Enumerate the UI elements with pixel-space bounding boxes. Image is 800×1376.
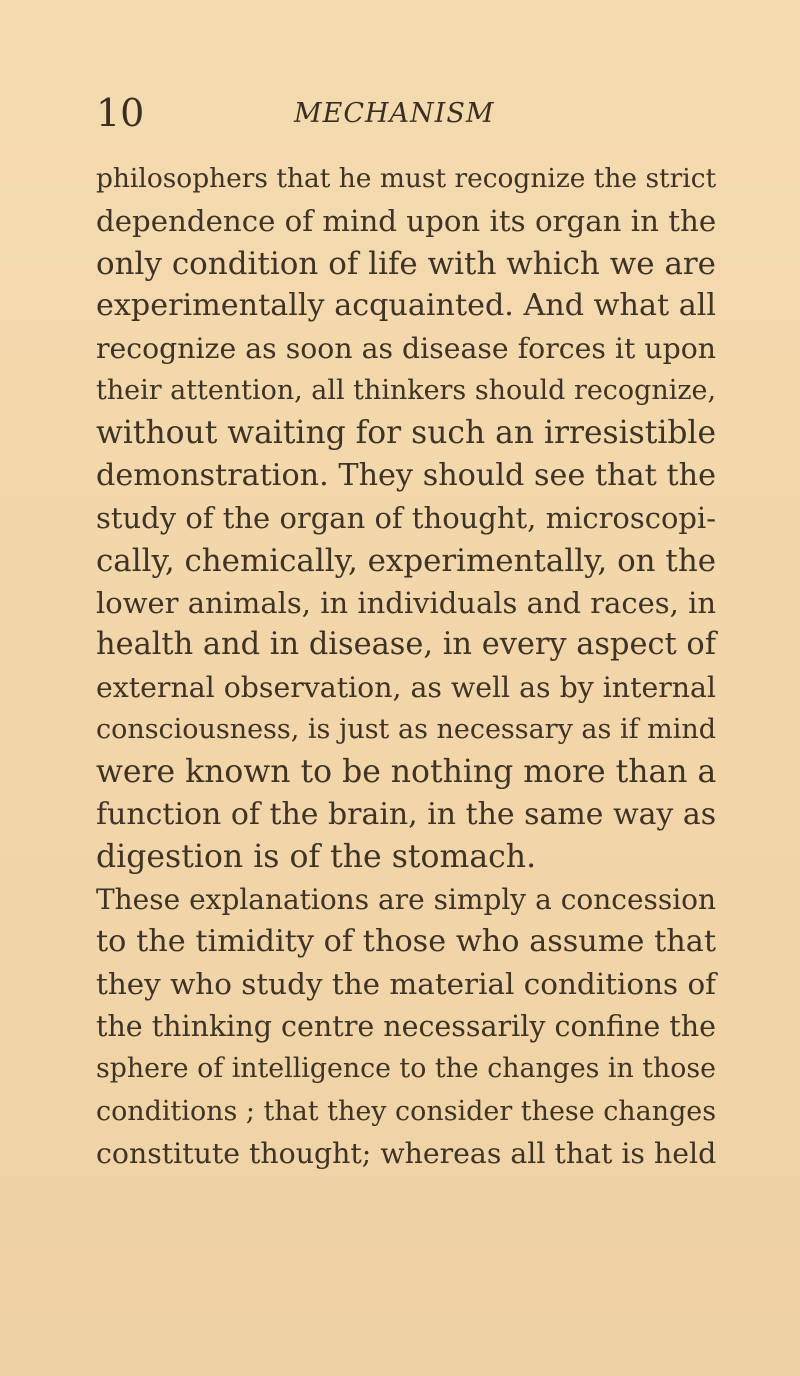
text-line: to the timidity of those who assume that	[96, 924, 716, 960]
body-text	[96, 158, 716, 1175]
text-line: only condition of life with which we are	[96, 245, 716, 282]
text-line: digestion is of the stomach.	[96, 839, 537, 876]
text-line: external observation, as well as by internal	[96, 670, 716, 704]
text-line: the thinking centre necessarily confine the	[96, 1009, 716, 1043]
text-line: dependence of mind upon its organ in the	[96, 204, 717, 239]
text-line: conditions ; that they consider these changes	[96, 1095, 717, 1127]
text-line: they who study the material conditions of	[96, 967, 717, 1002]
text-line: their attention, all thinkers should recognize,	[96, 374, 717, 406]
text-line: demonstration. They should see that the	[96, 457, 716, 493]
text-line: consciousness, is just as necessary as if mind	[96, 714, 716, 746]
text-line: These explanations are simply a concession	[96, 882, 716, 916]
text-line: cally, chemically, experimentally, on the	[96, 542, 716, 579]
text-line: function of the brain, in the same way as	[96, 796, 717, 832]
running-title: MECHANISM	[294, 98, 495, 129]
page-header	[96, 88, 716, 138]
text-line: philosophers that he must recognize the strict	[96, 163, 717, 194]
page-number: 10	[96, 91, 145, 135]
text-line: health and in disease, in every aspect of	[96, 627, 716, 663]
text-line: recognize as soon as disease forces it upon	[96, 331, 716, 365]
text-line: constitute thought; whereas all that is held	[96, 1136, 717, 1170]
text-line: experimentally acquainted. And what all	[96, 288, 716, 324]
text-line: were known to be nothing more than a	[96, 754, 717, 791]
text-line: without waiting for such an irresistible	[96, 415, 716, 452]
text-line: sphere of intelligence to the changes in those	[96, 1053, 716, 1085]
text-line: study of the organ of thought, microscopi-	[96, 501, 716, 536]
text-line: lower animals, in individuals and races, in	[96, 585, 716, 620]
